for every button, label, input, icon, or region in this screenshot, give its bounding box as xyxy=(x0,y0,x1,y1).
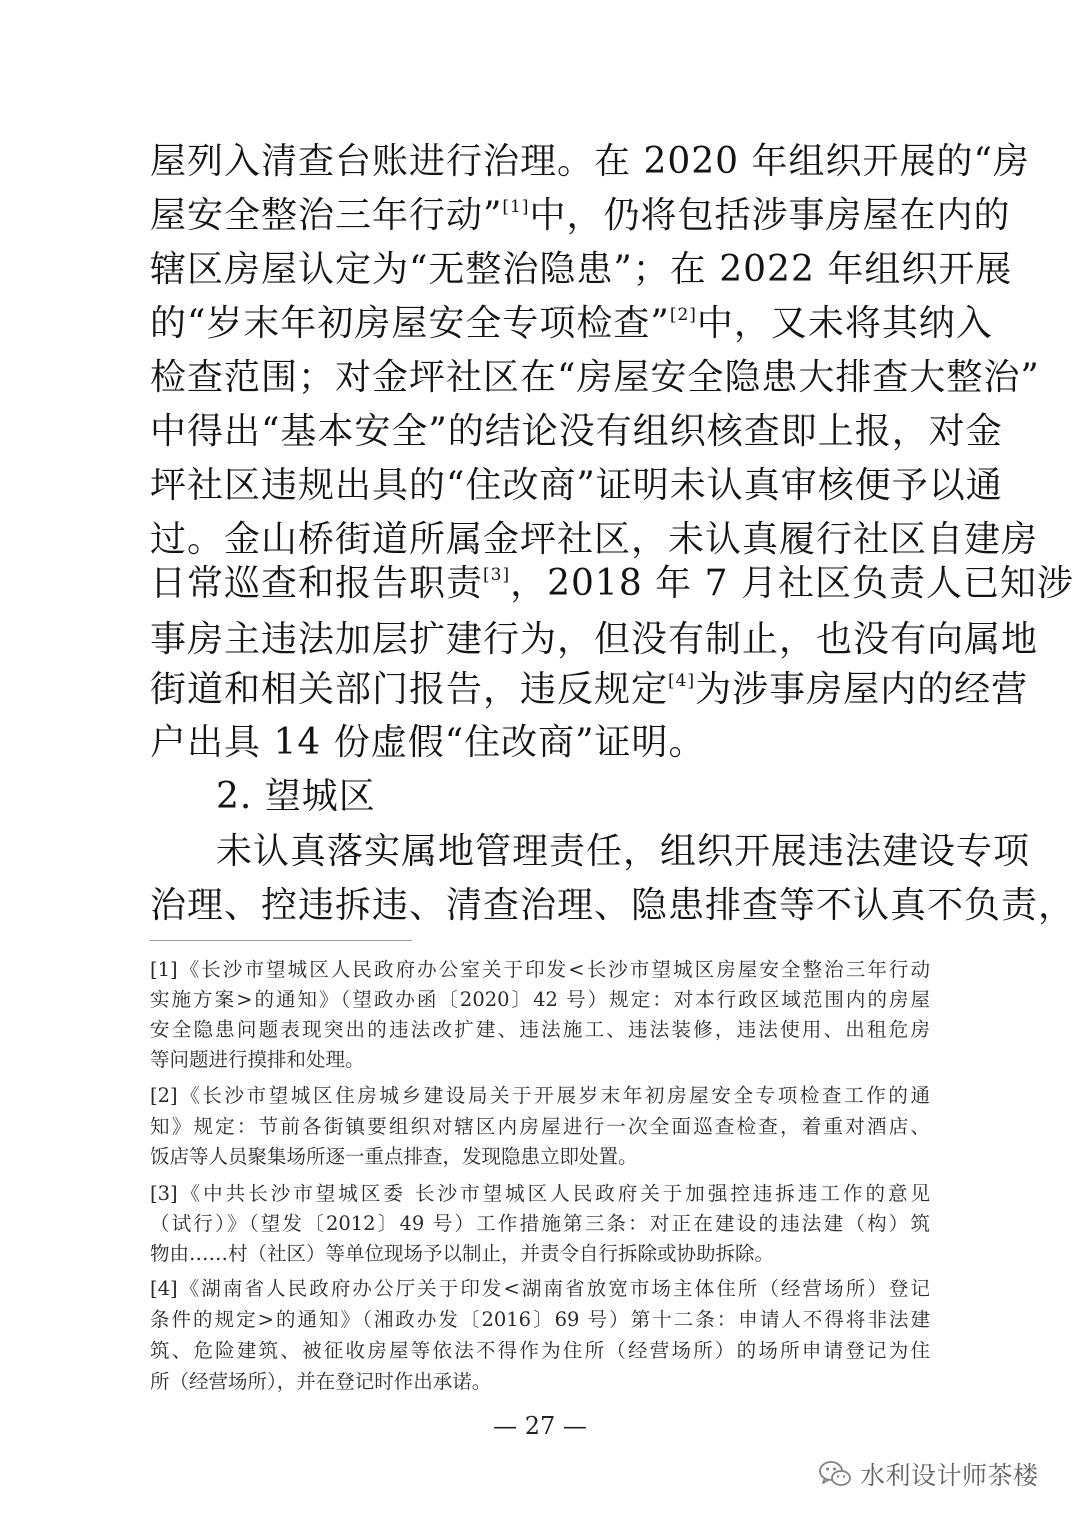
footnote-ref: [4] xyxy=(668,671,696,691)
footnote-line: 知》规定：节前各街镇要组织对辖区内房屋进行一次全面巡查检查，着重对酒店、 xyxy=(150,1115,930,1138)
body-line: 坪社区违规出具的“住改商”证明未认真审核便予以通 xyxy=(150,465,1003,506)
footnote-line: （试行）》（望发〔2012〕49 号）工作措施第三条：对正在建设的违法建（构）筑 xyxy=(150,1212,930,1235)
page-number: — 27 — xyxy=(493,1412,587,1440)
footnote-line: [3]《中共长沙市望城区委 长沙市望城区人民政府关于加强控违拆违工作的意见 xyxy=(150,1182,930,1205)
body-line: 街道和相关部门报告，违反规定[4]为涉事房屋内的经营 xyxy=(150,669,1029,710)
footnote-line: [4]《湖南省人民政府办公厅关于印发<湖南省放宽市场主体住所（经营场所）登记 xyxy=(150,1277,930,1300)
footnote-line: 安全隐患问题表现突出的违法改扩建、违法施工、违法装修，违法使用、出租危房 xyxy=(150,1018,930,1041)
body-line: 的“岁末年初房屋安全专项检查”[2]中，又未将其纳入 xyxy=(150,303,993,344)
footnote-line: 实施方案>的通知》（望政办函〔2020〕42 号）规定：对本行政区域范围内的房屋 xyxy=(150,988,930,1011)
body-line: 未认真落实属地管理责任，组织开展违法建设专项 xyxy=(216,831,1031,872)
body-line: 户出具 14 份虚假“住改商”证明。 xyxy=(150,722,706,763)
footnote-ref: [1] xyxy=(502,197,530,217)
footnote-line: 条件的规定>的通知》（湘政办发〔2016〕69 号）第十二条：申请人不得将非法建 xyxy=(150,1308,930,1331)
wechat-icon xyxy=(818,1459,852,1489)
body-line: 治理、控违拆违、清查治理、隐患排查等不认真不负责， xyxy=(150,885,1076,926)
section-heading: 2. 望城区 xyxy=(216,776,376,817)
body-line: 日常巡查和报告职责[3]，2018 年 7 月社区负责人已知涉 xyxy=(150,563,1074,604)
footnote-ref: [3] xyxy=(483,565,511,585)
body-line: 辖区房屋认定为“无整治隐患”；在 2022 年组织开展 xyxy=(150,249,1013,290)
footnote-line: 物由……村（社区）等单位现场予以制止，并责令自行拆除或协助拆除。 xyxy=(150,1242,775,1265)
watermark-text: 水利设计师茶楼 xyxy=(860,1461,1039,1490)
footnote-line: 等问题进行摸排和处理。 xyxy=(150,1048,365,1071)
footnote-ref: [2] xyxy=(669,305,697,325)
footnote-line: [2]《长沙市望城区住房城乡建设局关于开展岁末年初房屋安全专项检查工作的通 xyxy=(150,1084,930,1107)
footnote-line: [1]《长沙市望城区人民政府办公室关于印发<长沙市望城区房屋安全整治三年行动 xyxy=(150,958,930,981)
body-line: 检查范围；对金坪社区在“房屋安全隐患大排查大整治” xyxy=(150,357,1040,398)
body-line: 屋安全整治三年行动”[1]中，仍将包括涉事房屋在内的 xyxy=(150,195,1011,236)
footnote-line: 筑、危险建筑、被征收房屋等依法不得作为住所（经营场所）的场所申请登记为住 xyxy=(150,1339,930,1362)
footnote-line: 所（经营场所），并在登记时作出承诺。 xyxy=(150,1370,492,1393)
watermark xyxy=(818,1454,1039,1494)
body-line: 过。金山桥街道所属金坪社区，未认真履行社区自建房 xyxy=(150,519,1039,560)
footnote-divider xyxy=(150,940,412,941)
body-line: 中得出“基本安全”的结论没有组织核查即上报，对金 xyxy=(150,411,1003,452)
body-line: 事房主违法加层扩建行为，但没有制止，也没有向属地 xyxy=(150,619,1039,660)
footnote-line: 饭店等人员聚集场所逐一重点排查，发现隐患立即处置。 xyxy=(150,1145,638,1168)
body-line: 屋列入清查台账进行治理。在 2020 年组织开展的“房 xyxy=(150,141,1030,182)
